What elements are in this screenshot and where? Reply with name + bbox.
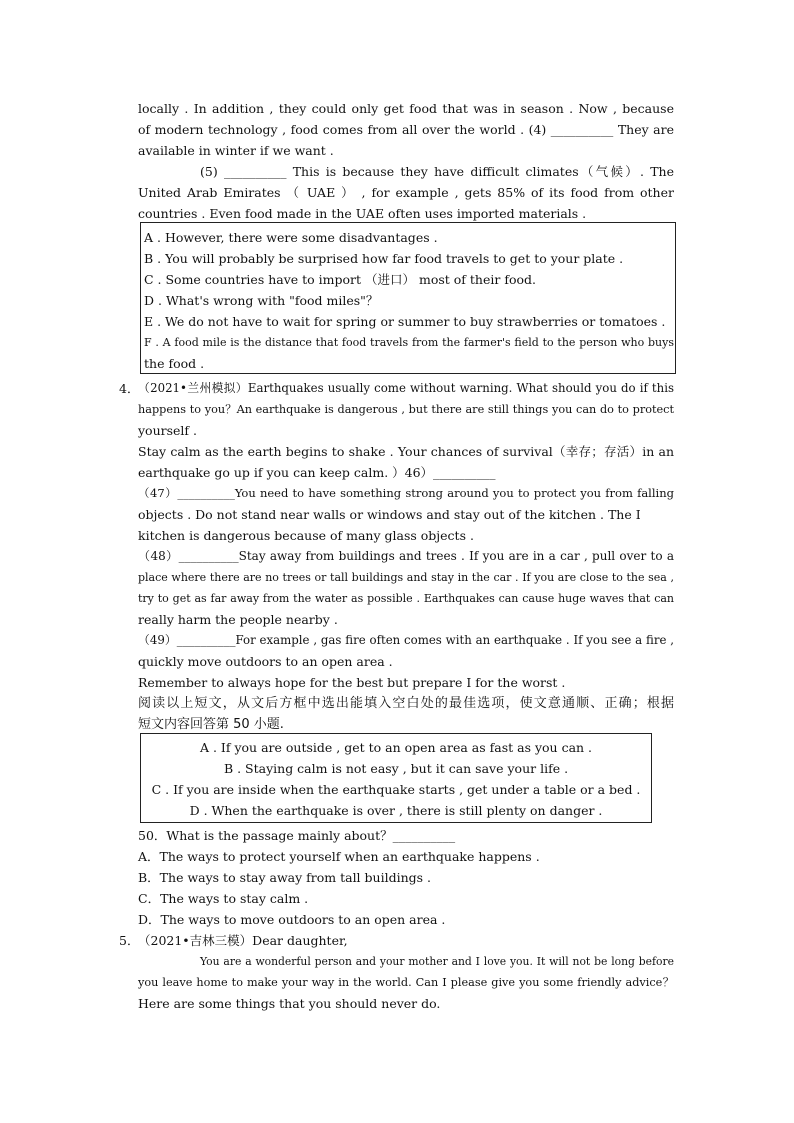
q50-answer-a: A．The ways to protect yourself when an earthquake happens . xyxy=(138,849,540,864)
q4-line-13: （49）__________For example , gas fire often comes with an earthquake . If you see a fire , xyxy=(138,633,674,647)
passage3-line-3: available in winter if we want . xyxy=(138,143,334,158)
q4-instruction-line-1: 阅读以上短文，从文后方框中选出能填入空白处的最佳选项，使文意通顺、正确；根据 xyxy=(138,696,674,711)
q4-line-15: Remember to always hope for the best but prepare I for the worst . xyxy=(138,675,566,690)
q4-option-a: A . If you are outside , get to an open area as fast as you can . xyxy=(199,740,593,755)
q4-line-2: happens to you？An earthquake is dangerous , but there are still things you can do to protect xyxy=(138,403,674,416)
q4-line-7: objects . Do not stand near walls or windows and stay out of the kitchen . The I xyxy=(138,507,641,522)
q4-line-11: try to get as far away from the water as possible . Earthquakes can cause huge waves that can xyxy=(138,592,674,605)
q4-line-6: （47）__________You need to have something strong around you to protect you from falling xyxy=(138,486,674,500)
q4-line-14: quickly move outdoors to an open area . xyxy=(138,654,393,669)
q50-answer-c: C．The ways to stay calm . xyxy=(138,891,309,906)
passage3-option-e: E . We do not have to wait for spring or summer to buy strawberries or tomatoes . xyxy=(144,314,666,329)
question-5-number: 5． xyxy=(119,933,140,948)
q50-answer-b: B．The ways to stay away from tall buildings . xyxy=(138,870,431,885)
passage3-line-4: (5) __________ This is because they have difficult climates（气候）. The xyxy=(200,164,674,179)
q4-line-10: place where there are no trees or tall buildings and stay in the car . If you are close to the sea , xyxy=(138,571,674,584)
q50-answer-d: D．The ways to move outdoors to an open area . xyxy=(138,912,446,927)
passage3-option-d: D . What's wrong with "food miles"？ xyxy=(144,293,379,308)
passage3-line-1: locally . In addition , they could only get food that was in season . Now , because xyxy=(138,101,674,116)
q4-line-9: （48）__________Stay away from buildings and trees . If you are in a car , pull over to a xyxy=(138,549,674,563)
q5-line-3: you leave home to make your way in the world. Can I please give you some friendly advice？ xyxy=(138,976,674,989)
passage3-option-f: F . A food mile is the distance that food travels from the farmer's field to the person who buys xyxy=(144,336,674,349)
q5-line-1: （2021•吉林三模）Dear daughter, xyxy=(138,933,348,948)
q4-line-1: （2021•兰州模拟）Earthquakes usually come without warning. What should you do if this xyxy=(138,381,674,395)
passage3-line-5: United Arab Emirates （ UAE ） , for example , gets 85% of its food from other xyxy=(138,185,674,200)
question-50-stem: 50．What is the passage mainly about？__________ xyxy=(138,828,456,843)
q4-instruction-line-2: 短文内容回答第 50 小题. xyxy=(138,717,284,732)
q4-option-d: D . When the earthquake is over , there is still plenty on danger . xyxy=(189,803,603,818)
q4-line-8: kitchen is dangerous because of many glass objects . xyxy=(138,528,474,543)
passage3-line-6: countries . Even food made in the UAE often uses imported materials . xyxy=(138,206,587,221)
passage3-option-c: C . Some countries have to import （进口） most of their food. xyxy=(144,272,536,287)
q5-line-4: Here are some things that you should never do. xyxy=(138,996,441,1011)
q4-option-b: B . Staying calm is not easy , but it can save your life . xyxy=(223,761,569,776)
q4-line-5: earthquake go up if you can keep calm. ）46）__________ xyxy=(138,465,496,480)
passage3-line-2: of modern technology , food comes from all over the world . (4) __________ They are xyxy=(138,122,674,137)
q4-line-4: Stay calm as the earth begins to shake . Your chances of survival（幸存；存活）in an xyxy=(138,444,674,459)
q5-line-2: You are a wonderful person and your mother and I love you. It will not be long before xyxy=(200,955,674,968)
question-4-number: 4． xyxy=(119,381,140,396)
q4-line-12: really harm the people nearby . xyxy=(138,612,338,627)
passage3-option-f-cont: the food . xyxy=(144,356,205,371)
passage3-option-b: B . You will probably be surprised how far food travels to get to your plate . xyxy=(144,251,624,266)
q4-option-c: C . If you are inside when the earthquake starts , get under a table or a bed . xyxy=(151,782,641,797)
q4-line-3: yourself . xyxy=(138,423,197,438)
passage3-option-a: A . However, there were some disadvantages . xyxy=(144,230,438,245)
